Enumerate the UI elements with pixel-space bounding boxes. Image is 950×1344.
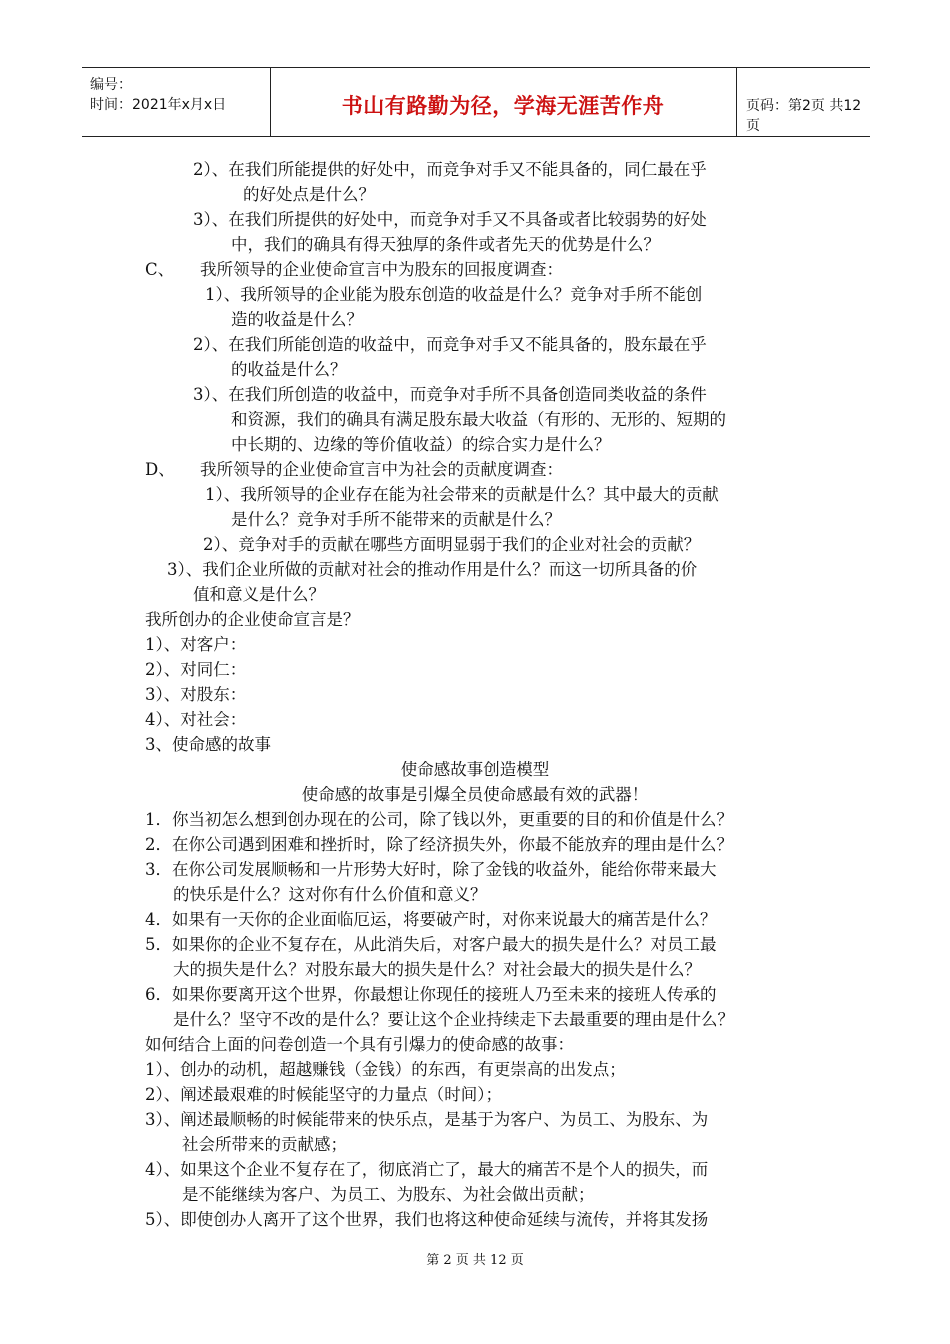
text-line: 5）、即使创办人离开了这个世界，我们也将这种使命延续与流传，并将其发扬 (145, 1210, 709, 1229)
document-number-label: 编号： (90, 77, 132, 93)
text-line: 是不能继续为客户、为员工、为股东、为社会做出贡献； (182, 1185, 595, 1204)
centered-heading: 使命感故事创造模型 (400, 760, 550, 779)
text-line: 中长期的、边缘的等价值收益）的综合实力是什么？ (231, 435, 611, 454)
document-date-label: 时间：2021年x月x日 (90, 97, 227, 113)
page-footer: 第 2 页 共 12 页 (426, 1253, 524, 1268)
section-marker: C、 (145, 260, 175, 279)
text-line: 1）、我所领导的企业能为股东创造的收益是什么？竞争对手所不能创 (205, 285, 703, 304)
text-line: 5．如果你的企业不复存在，从此消失后，对客户最大的损失是什么？对员工最 (145, 935, 717, 954)
text-line: 我所创办的企业使命宣言是？ (145, 610, 360, 629)
text-line: 4．如果有一天你的企业面临厄运，将要破产时，对你来说最大的痛苦是什么？ (145, 910, 717, 929)
text-line: 3）、我们企业所做的贡献对社会的推动作用是什么？而这一切所具备的价 (167, 560, 698, 579)
text-line: 大的损失是什么？对股东最大的损失是什么？对社会最大的损失是什么？ (173, 960, 701, 979)
text-line: 4）、如果这个企业不复存在了，彻底消亡了，最大的痛苦不是个人的损失，而 (145, 1160, 709, 1179)
header-page-cell (736, 68, 870, 136)
section-heading: 我所领导的企业使命宣言中为社会的贡献度调查： (200, 460, 563, 479)
text-line: 2．在你公司遇到困难和挫折时，除了经济损失外，你最不能放弃的理由是什么？ (145, 835, 733, 854)
section-marker: D、 (145, 460, 175, 479)
text-line: 2）、阐述最艰难的时候能坚守的力量点（时间）； (145, 1085, 502, 1104)
text-line: 4）、对社会： (145, 710, 247, 729)
text-line: 3）、对股东： (145, 685, 247, 704)
centered-subheading: 使命感的故事是引爆全员使命感最有效的武器！ (301, 785, 649, 804)
text-line: 的收益是什么？ (231, 360, 347, 379)
text-line: 的好处点是什么？ (243, 185, 375, 204)
text-line: 是什么？坚守不改的是什么？要让这个企业持续走下去最重要的理由是什么？ (173, 1010, 734, 1029)
text-line: 如何结合上面的问卷创造一个具有引爆力的使命感的故事： (145, 1035, 574, 1054)
text-line: 1）、创办的动机，超越赚钱（金钱）的东西，有更崇高的出发点； (145, 1060, 626, 1079)
text-line: 2）、对同仁： (145, 660, 247, 679)
text-line: 6．如果你要离开这个世界，你最想让你现任的接班人乃至未来的接班人传承的 (145, 985, 717, 1004)
text-line: 3、使命感的故事 (145, 735, 271, 754)
text-line: 3）、在我们所创造的收益中，而竞争对手所不具备创造同类收益的条件 (193, 385, 707, 404)
text-line: 3）、阐述最顺畅的时候能带来的快乐点，是基于为客户、为员工、为股东、为 (145, 1110, 709, 1129)
text-line: 中，我们的确具有得天独厚的条件或者先天的优势是什么？ (231, 235, 660, 254)
text-line: 和资源，我们的确具有满足股东最大收益（有形的、无形的、短期的 (231, 410, 726, 429)
header-motto-cell (270, 68, 737, 136)
text-line: 的快乐是什么？这对你有什么价值和意义？ (173, 885, 487, 904)
text-line: 1）、我所领导的企业存在能为社会带来的贡献是什么？其中最大的贡献 (205, 485, 719, 504)
text-line: 是什么？竞争对手所不能带来的贡献是什么？ (231, 510, 561, 529)
text-line: 1）、对客户： (145, 635, 247, 654)
page-header (82, 67, 870, 137)
text-line: 2）、在我们所能提供的好处中，而竞争对手又不能具备的，同仁最在乎 (193, 160, 707, 179)
text-line: 3）、在我们所提供的好处中，而竞争对手又不具备或者比较弱势的好处 (193, 210, 707, 229)
header-page-info: 页码：第2页 共12页 (746, 98, 862, 134)
text-line: 2）、在我们所能创造的收益中，而竞争对手又不能具备的，股东最在乎 (193, 335, 707, 354)
text-line: 社会所带来的贡献感； (182, 1135, 347, 1154)
text-line: 造的收益是什么？ (231, 310, 363, 329)
text-line: 值和意义是什么？ (193, 585, 325, 604)
text-line: 2）、竞争对手的贡献在哪些方面明显弱于我们的企业对社会的贡献？ (203, 535, 701, 554)
section-heading: 我所领导的企业使命宣言中为股东的回报度调查： (200, 260, 563, 279)
header-motto: 书山有路勤为径，学海无涯苦作舟 (341, 94, 665, 118)
header-meta-cell (82, 68, 271, 136)
text-line: 3．在你公司发展顺畅和一片形势大好时，除了金钱的收益外，能给你带来最大 (145, 860, 717, 879)
text-line: 1．你当初怎么想到创办现在的公司，除了钱以外，更重要的目的和价值是什么？ (145, 810, 733, 829)
